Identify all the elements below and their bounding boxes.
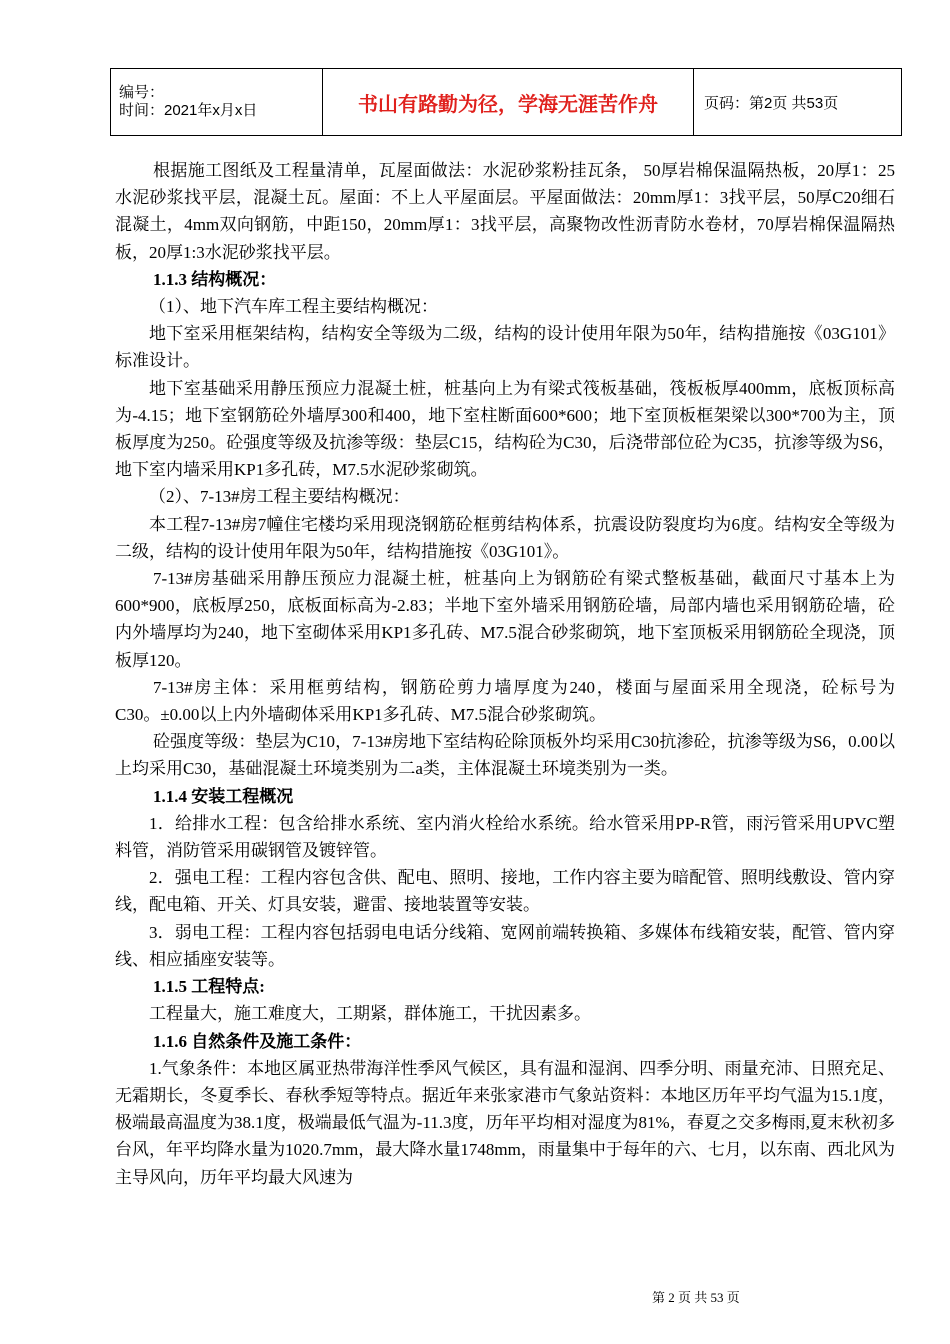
section-heading: 1.1.4 安装工程概况 (153, 786, 294, 806)
paragraph: 工程量大，施工难度大，工期紧，群体施工，干扰因素多。 (149, 1004, 591, 1024)
section-heading: 1.1.5 工程特点: (153, 977, 265, 997)
paragraph: 7-13#房基础采用静压预应力混凝土桩，桩基向上为钢筋砼有梁式整板基础，截面尺寸基本上为600*900，底板厚250，底板面标高为-2.83；半地下室外墙采用钢筋砼墙，局部内墙也采用钢筋砼墙，砼内外墙厚均为240，地下室砌体采用KP1多孔砖、M7.5混合砂浆砌筑，地下室顶板采用钢筋砼全现浇，顶板厚120。 (115, 569, 895, 670)
paragraph: 1．给排水工程：包含给排水系统、室内消火栓给水系统。给水管采用PP-R管，雨污管采用UPVC塑料管，消防管采用碳钢管及镀锌管。 (115, 813, 895, 861)
paragraph: 1.气象条件：本地区属亚热带海洋性季风气候区，具有温和湿润、四季分明、雨量充沛、日照充足、无霜期长，冬夏季长、春秋季短等特点。据近年来张家港市气象站资料：本地区历年平均气温为15.1度，极端最高温度为38.1度，极端最低气温为-11.3度，历年平均相对湿度为81%，春夏之交多梅雨,夏末秋初多台风，年平均降水量为1020.7mm，最大降水量1748mm，雨量集中于每年的六、七月，以东南、西北风为主导风向，历年平均最大风速为 (115, 1058, 895, 1187)
paragraph: 地下室基础采用静压预应力混凝土桩，桩基向上为有梁式筏板基础，筏板板厚400mm，底板顶标高为-4.15；地下室钢筋砼外墙厚300和400，地下室柱断面600*600；地下室顶板框架梁以300*700为主，顶板厚度为250。砼强度等级及抗渗等级：垫层C15，结构砼为C30，后浇带部位砼为C35，抗渗等级为S6，地下室内墙采用KP1多孔砖，M7.5水泥砂浆砌筑。 (115, 378, 895, 480)
number-label: 编号： (119, 84, 165, 101)
paragraph: 地下室采用框架结构，结构安全等级为二级，结构的设计使用年限为50年，结构措施按《03G101》标准设计。 (115, 324, 895, 371)
paragraph: 本工程7-13#房7幢住宅楼均采用现浇钢筋砼框剪结构体系，抗震设防裂度均为6度。结构安全等级为二级，结构的设计使用年限为50年，结构措施按《03G101》。 (115, 514, 895, 561)
document-body (115, 157, 895, 1191)
paragraph: 7-13#房主体：采用框剪结构，钢筋砼剪力墙厚度为240，楼面与屋面采用全现浇，砼标号为C30。±0.00以上内外墙砌体采用KP1多孔砖、M7.5混合砂浆砌筑。 (115, 677, 895, 725)
paragraph: 砼强度等级：垫层为C10，7-13#房地下室结构砼除顶板外均采用C30抗渗砼，抗渗等级为S6，0.00以上均采用C30，基础混凝土环境类别为二a类，主体混凝土环境类别为一类。 (115, 732, 895, 779)
date-label: 时间：2021年x月x日 (119, 102, 258, 119)
section-heading: 1.1.3 结构概况： (153, 269, 277, 289)
subheading: （1）、地下汽车库工程主要结构概况： (149, 297, 438, 317)
paragraph: 3．弱电工程：工程内容包括弱电电话分线箱、宽网前端转换箱、多媒体布线箱安装，配管、管内穿线、相应插座安装等。 (115, 922, 895, 969)
section-heading: 1.1.6 自然条件及施工条件： (153, 1031, 362, 1051)
page-info: 页码：第2页 共53页 (694, 69, 902, 136)
header-left-cell (111, 69, 323, 136)
paragraph: 2．强电工程：工程内容包含供、配电、照明、接地，工作内容主要为暗配管、照明线敷设、管内穿线，配电箱、开关、灯具安装，避雷、接地装置等安装。 (115, 868, 895, 915)
subheading: （2）、7-13#房工程主要结构概况： (149, 487, 410, 507)
page-footer: 第 2 页 共 53 页 (652, 1290, 740, 1305)
paragraph: 根据施工图纸及工程量清单，瓦屋面做法：水泥砂浆粉挂瓦条， 50厚岩棉保温隔热板，20厚1：25水泥砂浆找平层，混凝土瓦。屋面：不上人平屋面层。平屋面做法：20mm厚1：3找平层，50厚C20细石混凝土，4mm双向钢筋，中距150，20mm厚1：3找平层，高聚物改性沥青防水卷材，70厚岩棉保温隔热板，20厚1:3水泥砂浆找平层。 (115, 161, 895, 262)
motto: 书山有路勤为径，学海无涯苦作舟 (323, 69, 694, 136)
page-header (110, 68, 902, 136)
